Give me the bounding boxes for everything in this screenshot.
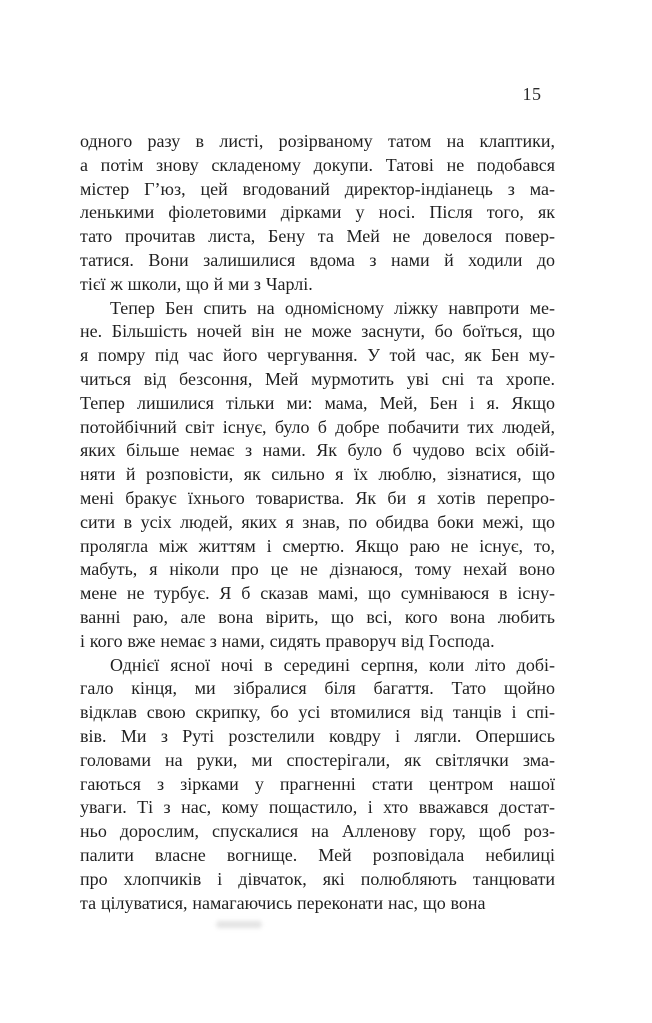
text-line: Тепер Бен спить на одномісному ліжку навпроти ме- xyxy=(110,297,555,318)
text-line: я помру під час його чергування. У той час, як Бен му- xyxy=(80,345,555,366)
text-line: відклав свою скрипку, бо усі втомилися від танців і спі- xyxy=(80,702,555,723)
text-line: одного разу в листі, розірваному татом на клаптики, xyxy=(80,131,555,151)
text-line: ванні раю, але вона вірить, що всі, кого вона любить xyxy=(80,606,555,627)
text-line: яких більше немає з нами. Як було б чудово всіх обій- xyxy=(80,440,555,461)
text-line: та цілуватися, намагаючись переконати нас, що вона xyxy=(80,892,486,913)
text-line: мене не турбує. Я б сказав мамі, що сумніваюся в існу- xyxy=(80,583,555,604)
text-line: ньо дорослим, спускалися на Алленову гору, щоб роз- xyxy=(80,821,555,842)
scan-smudge-artifact xyxy=(216,921,262,928)
text-line: пролягла між життям і смертю. Якщо раю не існує, то, xyxy=(80,535,555,556)
text-line: і кого вже немає з нами, сидять праворуч від Господа. xyxy=(80,630,495,651)
paragraph xyxy=(80,297,555,654)
text-block xyxy=(80,130,555,915)
text-line: няти й розповісти, як сильно я їх люблю, зізнатися, що xyxy=(80,464,555,485)
text-line: татися. Вони залишилися вдома з нами й ходили до xyxy=(80,249,555,270)
text-line: тато прочитав листа, Бену та Мей не довелося повер- xyxy=(80,226,555,247)
text-line: тієї ж школи, що й ми з Чарлі. xyxy=(80,273,313,294)
text-line: мені бракує їхнього товариства. Як би я хотів перепро- xyxy=(80,487,555,508)
text-line: гаються з зірками у прагненні стати центром нашої xyxy=(80,773,555,794)
text-line: Однієї ясної ночі в середині серпня, коли літо добі- xyxy=(110,654,555,675)
text-line: сити в усіх людей, яких я знав, по обидва боки межі, що xyxy=(80,511,555,532)
text-line: вів. Ми з Руті розстелили ковдру і лягли. Опершись xyxy=(80,725,555,746)
text-line: палити власне вогнище. Мей розповідала небилиці xyxy=(80,844,555,865)
text-line: містер Г’юз, цей вгодований директор-індіанець з ма- xyxy=(80,178,555,199)
paragraph xyxy=(80,654,555,916)
text-line: ленькими фіолетовими дірками у носі. Після того, як xyxy=(80,202,555,223)
text-line: а потім знову складеному докупи. Татові не подобався xyxy=(80,154,555,175)
text-line: головами на руки, ми спостерігали, як світлячки зма- xyxy=(80,749,555,770)
text-line: про хлопчиків і дівчаток, які полюбляють танцювати xyxy=(80,868,555,889)
text-line: уваги. Ті з нас, кому пощастило, і хто вважався достат- xyxy=(80,797,555,818)
text-line: потойбічний світ існує, було б добре побачити тих людей, xyxy=(80,416,555,437)
text-line: мабуть, я ніколи про це не дізнаюся, тому нехай воно xyxy=(80,559,555,580)
text-line: гало кінця, ми зібралися біля багаття. Тато щойно xyxy=(80,678,555,699)
page-number: 15 xyxy=(522,84,542,104)
text-line: Тепер лишилися тільки ми: мама, Мей, Бен і я. Якщо xyxy=(80,392,555,413)
text-line: читься від безсоння, Мей мурмотить уві сні та хропе. xyxy=(80,368,555,389)
paragraph xyxy=(80,130,555,297)
text-line: не. Більшість ночей він не може заснути, бо боїться, що xyxy=(80,321,555,342)
